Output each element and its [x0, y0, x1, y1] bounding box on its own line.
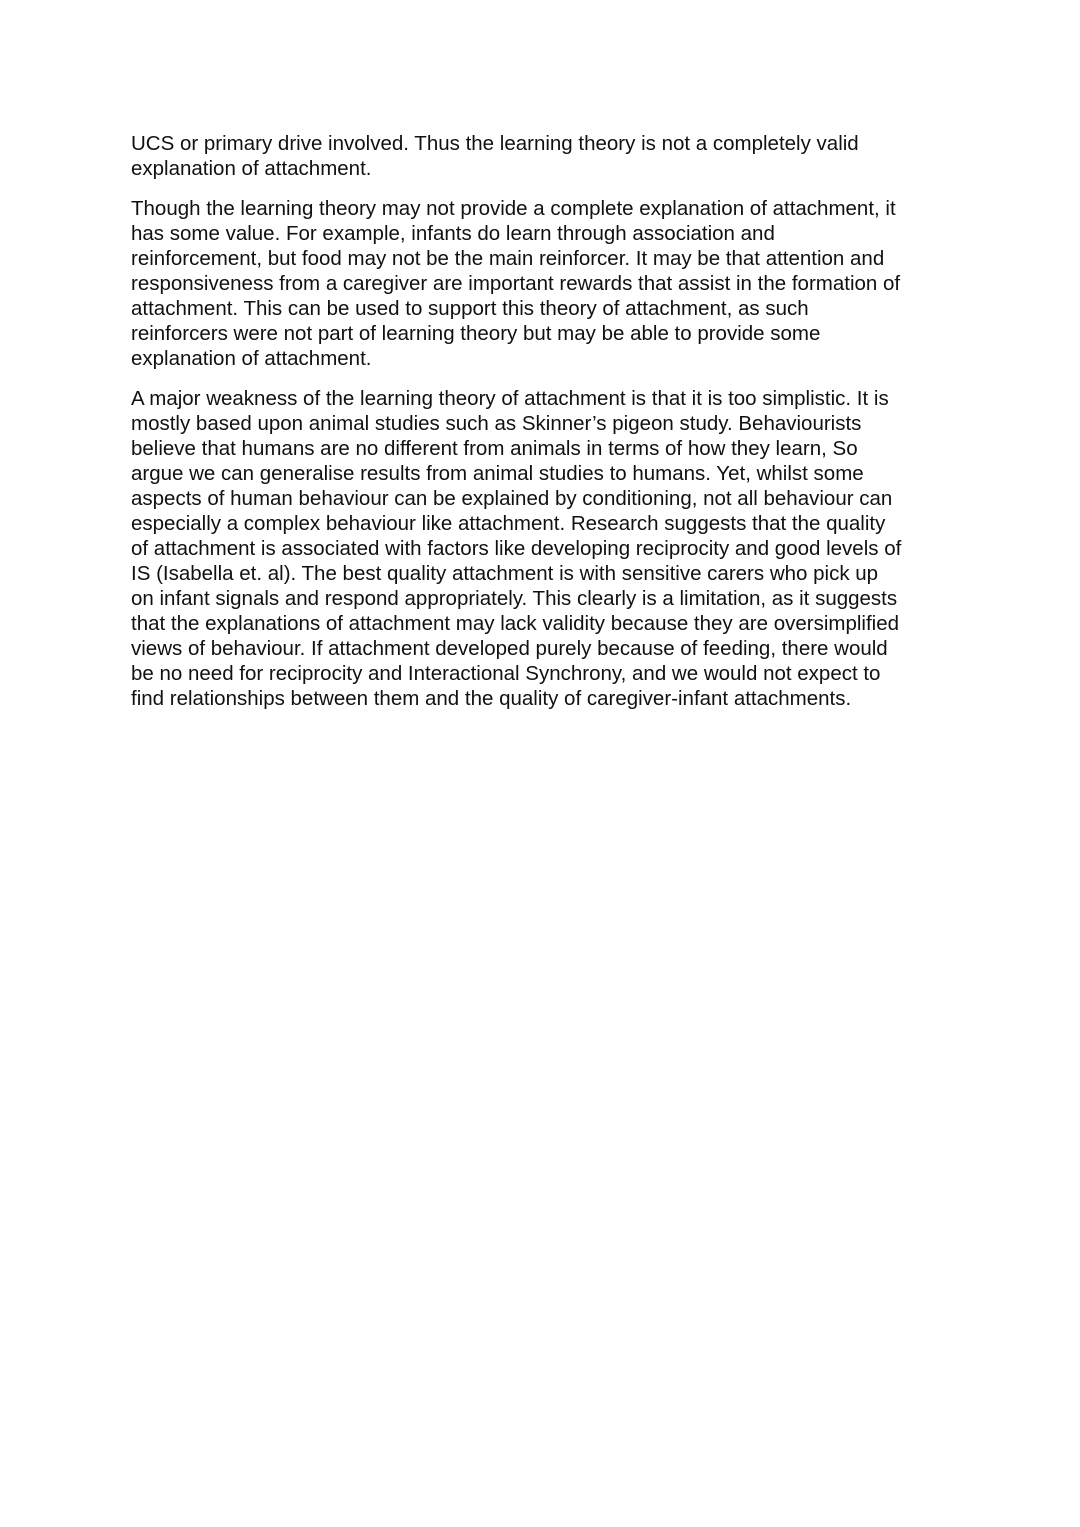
text-line: mostly based upon animal studies such as Skinner’s pigeon study. Behaviourists — [131, 412, 862, 435]
text-line: that the explanations of attachment may lack validity because they are oversimplified — [131, 612, 900, 635]
text-line: A major weakness of the learning theory of attachment is that it is too simplistic. It is — [131, 387, 889, 410]
text-line: IS (Isabella et. al). The best quality attachment is with sensitive carers who pick up — [131, 562, 879, 585]
text-line: reinforcers were not part of learning theory but may be able to provide some — [131, 322, 821, 345]
text-line: of attachment is associated with factors like developing reciprocity and good levels of — [131, 537, 902, 560]
text-line: responsiveness from a caregiver are important rewards that assist in the formation of — [131, 272, 901, 295]
paragraph-value — [131, 196, 961, 371]
text-line: explanation of attachment. — [131, 157, 372, 180]
text-line: views of behaviour. If attachment developed purely because of feeding, there would — [131, 637, 888, 660]
text-line: be no need for reciprocity and Interactional Synchrony, and we would not expect to — [131, 662, 881, 685]
text-line: reinforcement, but food may not be the main reinforcer. It may be that attention and — [131, 247, 885, 270]
text-line: find relationships between them and the quality of caregiver-infant attachments. — [131, 687, 852, 710]
text-line: attachment. This can be used to support this theory of attachment, as such — [131, 297, 809, 320]
document-body — [131, 131, 961, 726]
text-line: has some value. For example, infants do learn through association and — [131, 222, 775, 245]
text-line: explanation of attachment. — [131, 347, 372, 370]
text-line: on infant signals and respond appropriately. This clearly is a limitation, as it suggests — [131, 587, 898, 610]
paragraph-weakness — [131, 386, 961, 711]
text-line: argue we can generalise results from animal studies to humans. Yet, whilst some — [131, 462, 864, 485]
text-line: UCS or primary drive involved. Thus the learning theory is not a completely valid — [131, 132, 859, 155]
text-line: especially a complex behaviour like attachment. Research suggests that the quality — [131, 512, 886, 535]
text-line: aspects of human behaviour can be explained by conditioning, not all behaviour can — [131, 487, 893, 510]
text-line: believe that humans are no different from animals in terms of how they learn, So — [131, 437, 858, 460]
text-line: Though the learning theory may not provide a complete explanation of attachment, it — [131, 197, 896, 220]
paragraph-conclusion — [131, 131, 961, 181]
